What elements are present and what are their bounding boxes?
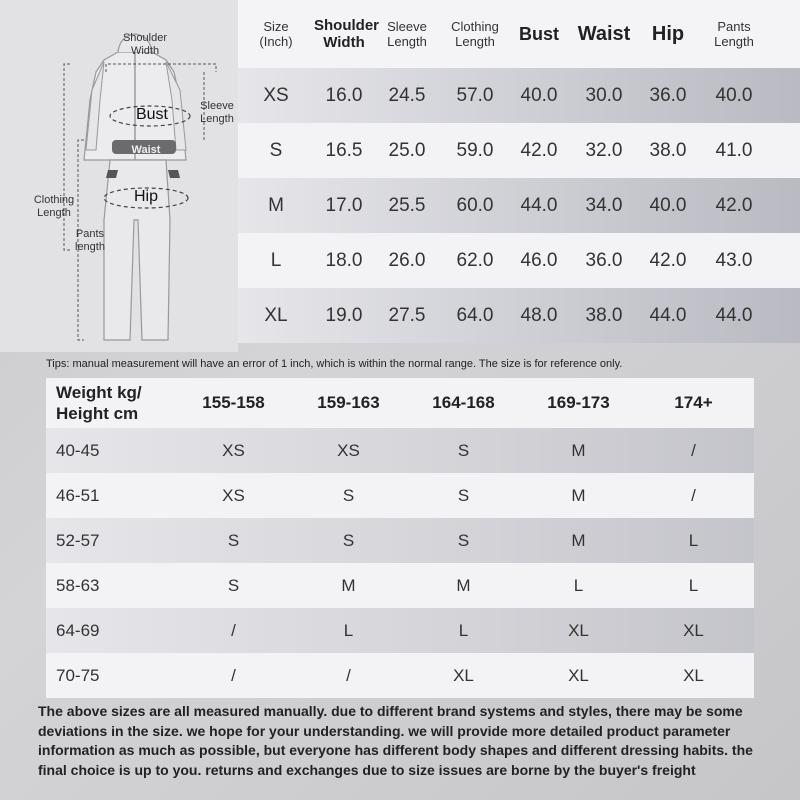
size-row [238, 233, 800, 288]
pants-length-label: Pants length [75, 228, 105, 253]
hip-cell: 38.0 [649, 139, 687, 161]
header-pants-line2: Length [714, 34, 754, 49]
sleeve-cell: 25.5 [388, 194, 426, 216]
pants-cell: 43.0 [715, 249, 753, 271]
header-shoulder-width [314, 17, 380, 51]
header-clothing-line1: Clothing [451, 19, 499, 34]
size-cell: L [688, 530, 699, 550]
size-cell: XL [568, 665, 589, 685]
shoulder-cell: 16.0 [325, 84, 363, 106]
sleeve-cell: 24.5 [388, 84, 426, 106]
pants-cell: 41.0 [715, 139, 753, 161]
waist-label: Waist [131, 144, 161, 156]
size-cell: S [457, 485, 470, 505]
size-cell: S [269, 139, 283, 161]
height-header: 174+ [674, 393, 713, 412]
header-sleeve-line1: Sleeve [387, 19, 427, 34]
clothing-cell: 64.0 [456, 304, 494, 326]
garment-figure [0, 0, 238, 352]
size-chart-header [238, 0, 800, 68]
size-cell: M [456, 575, 471, 595]
size-cell: / [346, 665, 351, 685]
weight-cell: 46-51 [56, 485, 100, 505]
pants-cell: 40.0 [715, 84, 753, 106]
pants-cell: 44.0 [715, 304, 753, 326]
clothing-cell: 57.0 [456, 84, 494, 106]
size-row [238, 68, 800, 123]
weight-row [46, 428, 754, 473]
size-cell: XL [683, 665, 704, 685]
header-size-line2: (Inch) [259, 34, 293, 49]
size-cell: / [231, 620, 236, 640]
size-chart-table [238, 0, 800, 352]
shoulder-cell: 16.5 [325, 139, 363, 161]
clothing-length-label: Clothing Length [33, 194, 75, 219]
size-cell: XS [337, 440, 360, 460]
bust-cell: 48.0 [520, 304, 558, 326]
weight-cell: 64-69 [56, 620, 100, 640]
size-cell: L [573, 575, 584, 595]
size-cell: S [457, 530, 470, 550]
size-cell: XS [222, 440, 245, 460]
size-cell: M [571, 530, 586, 550]
waist-cell: 38.0 [585, 304, 623, 326]
size-cell: M [571, 485, 586, 505]
size-cell: S [342, 485, 355, 505]
corner-line1: Weight kg/ [56, 383, 142, 402]
sleeve-cell: 26.0 [388, 249, 426, 271]
size-cell: XS [263, 84, 289, 106]
size-cell: L [688, 575, 699, 595]
size-cell: S [457, 440, 470, 460]
header-bust: Bust [519, 23, 559, 44]
header-size [238, 19, 314, 49]
hip-cell: 42.0 [649, 249, 687, 271]
waist-cell: 34.0 [585, 194, 623, 216]
size-row [238, 123, 800, 178]
size-cell: M [341, 575, 356, 595]
bust-cell: 42.0 [520, 139, 558, 161]
size-row [238, 178, 800, 233]
header-size-line1: Size [263, 19, 289, 34]
sleeve-cell: 27.5 [388, 304, 426, 326]
header-hip: Hip [651, 22, 685, 45]
size-cell: XL [453, 665, 474, 685]
clothing-cell: 62.0 [456, 249, 494, 271]
size-cell: XL [568, 620, 589, 640]
measurement-tip: Tips: manual measurement will have an error of 1 inch, which is within the normal range. The size is for reference only. [46, 358, 623, 370]
bust-cell: 40.0 [520, 84, 558, 106]
height-header: 159-163 [317, 393, 380, 412]
hip-cell: 36.0 [649, 84, 687, 106]
waist-cell: 30.0 [585, 84, 623, 106]
hip-label: Hip [133, 188, 158, 205]
size-cell: L [458, 620, 469, 640]
size-cell: M [268, 194, 284, 216]
weight-row [46, 563, 754, 608]
header-clothing-line2: Length [455, 34, 495, 49]
hip-cell: 40.0 [649, 194, 687, 216]
size-cell: / [231, 665, 236, 685]
corner-label [46, 382, 176, 424]
sleeve-cell: 25.0 [388, 139, 426, 161]
header-waist: Waist [577, 22, 631, 45]
header-shoulder-line2: Width [323, 34, 365, 51]
weight-row [46, 473, 754, 518]
header-shoulder-line1: Shoulder [314, 17, 380, 34]
size-cell: / [691, 485, 696, 505]
header-sleeve-line2: Length [387, 34, 427, 49]
shoulder-cell: 19.0 [325, 304, 363, 326]
size-disclaimer: The above sizes are all measured manually. due to different brand systems and styles, there may be some deviations in the size. we hope for your understanding. we will provide more detailed product parameter information as much as possible, but everyone has different body shapes and different dressing habits. the final choice is up to you. returns and exchanges due to size issues are borne by the buyer's freight [38, 703, 753, 778]
height-header: 164-168 [432, 393, 495, 412]
size-cell: S [227, 575, 240, 595]
weight-height-header [46, 378, 754, 428]
pants-cell: 42.0 [715, 194, 753, 216]
weight-cell: 58-63 [56, 575, 100, 595]
sleeve-length-label: Sleeve Length [200, 100, 234, 125]
size-cell: XS [222, 485, 245, 505]
clothing-cell: 60.0 [456, 194, 494, 216]
size-cell: XL [264, 304, 288, 326]
size-cell: / [691, 440, 696, 460]
header-clothing-length [440, 19, 510, 49]
height-header: 155-158 [202, 393, 265, 412]
header-sleeve-length [374, 19, 440, 49]
weight-row [46, 653, 754, 698]
weight-height-table [46, 378, 754, 698]
waist-cell: 32.0 [585, 139, 623, 161]
size-cell: L [343, 620, 354, 640]
bust-cell: 44.0 [520, 194, 558, 216]
bust-cell: 46.0 [520, 249, 558, 271]
size-cell: XL [683, 620, 704, 640]
waist-cell: 36.0 [585, 249, 623, 271]
clothing-cell: 59.0 [456, 139, 494, 161]
header-pants-line1: Pants [717, 19, 751, 34]
size-cell: S [227, 530, 240, 550]
size-cell: M [571, 440, 586, 460]
corner-line2: Height cm [56, 404, 139, 423]
height-header: 169-173 [547, 393, 610, 412]
weight-row [46, 518, 754, 563]
weight-row [46, 608, 754, 653]
weight-cell: 40-45 [56, 440, 100, 460]
size-cell: L [270, 249, 282, 271]
bust-label: Bust [135, 106, 168, 123]
hip-cell: 44.0 [649, 304, 687, 326]
shoulder-cell: 17.0 [325, 194, 363, 216]
shoulder-cell: 18.0 [325, 249, 363, 271]
weight-cell: 52-57 [56, 530, 100, 550]
shoulder-width-label: Shoulder Width [122, 32, 168, 57]
size-row [238, 288, 800, 343]
weight-cell: 70-75 [56, 665, 100, 685]
header-pants-length [696, 19, 772, 49]
size-cell: S [342, 530, 355, 550]
